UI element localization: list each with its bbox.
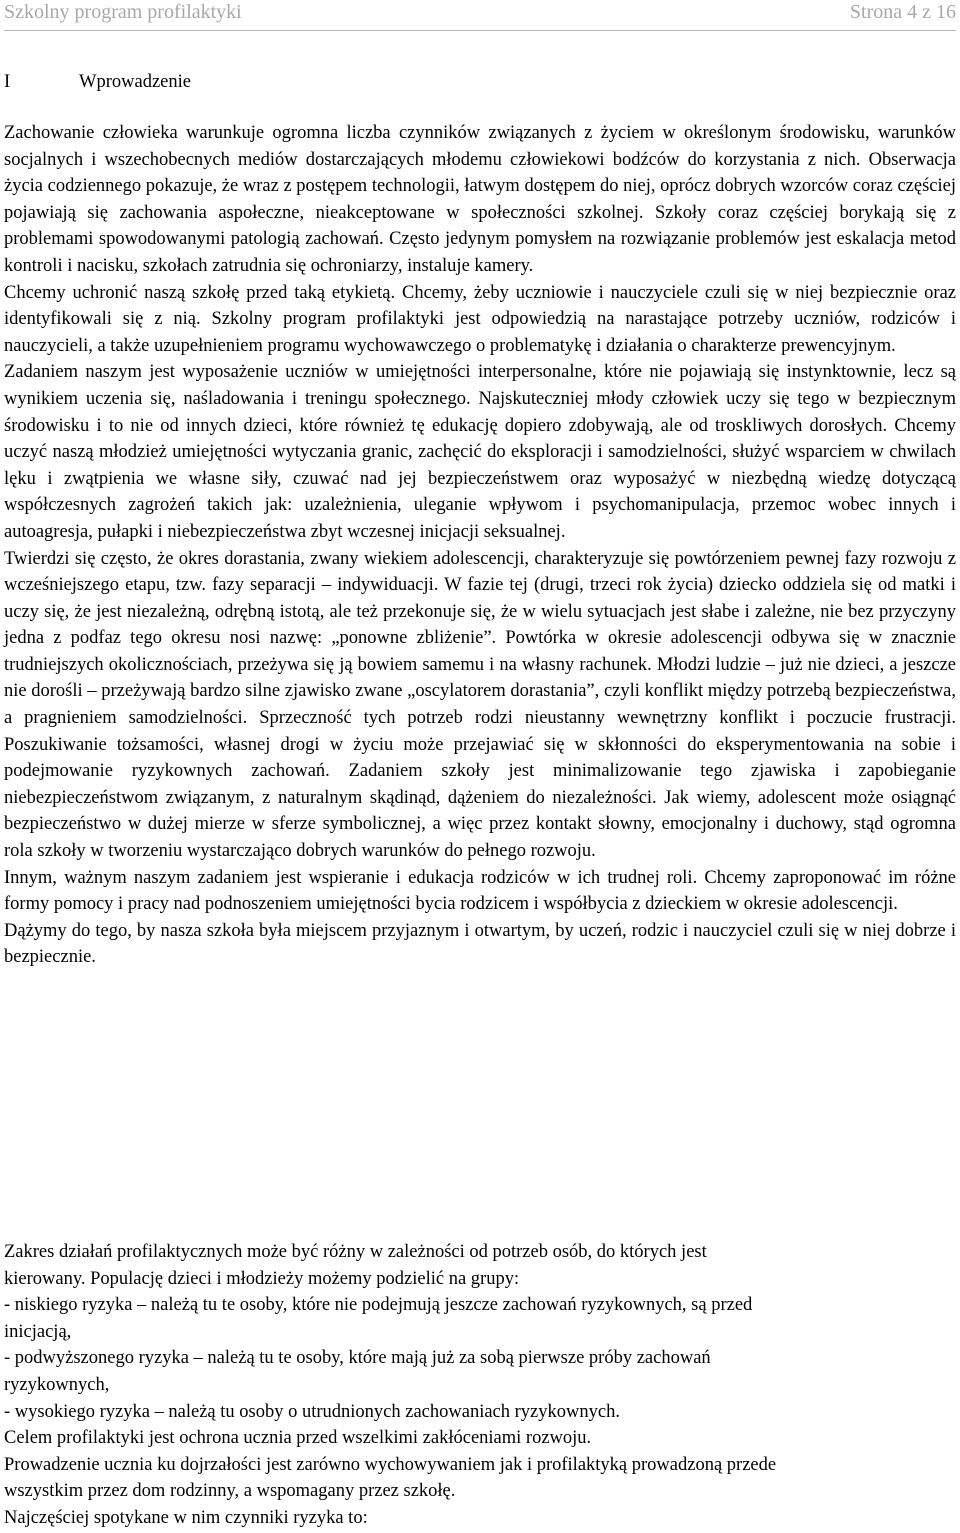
list-item: - wysokiego ryzyka – należą tu osoby o utrudnionych zachowaniach ryzykownych. (4, 1401, 620, 1422)
paragraph: Najczęściej spotykane w nim czynniki ryzyka to: (4, 1507, 368, 1528)
paragraph: Zachowanie człowieka warunkuje ogromna liczba czynników związanych z życiem w określonym środowisku, warunków socjalnych i wszechobecnych mediów dostarczających młodemu człowiekowi bodźców do korzystania z nich. Obserwacja życia codziennego pokazuje, że wraz z postępem technologii, łatwym dostępem do niej, oprócz dobrych wzorców coraz częściej pojawiają się zachowania aspołeczne, nieakceptowane w społeczności szkolnej. Szkoły coraz częściej borykają się z problemami spowodowanymi patologią zachowań. Często jedynym pomysłem na rozwiązanie problemów jest eskalacja metod kontroli i nacisku, szkołach zatrudnia się ochroniarzy, instaluje kamery. (4, 123, 956, 276)
page-number: Strona 4 z 16 (849, 1, 956, 23)
introduction-body (4, 120, 956, 971)
prevention-scope-text (4, 1239, 784, 1532)
paragraph: Chcemy uchronić naszą szkołę przed taką etykietą. Chcemy, żeby uczniowie i nauczyciele czuli się w niej bezpiecznie oraz identyfikowali się z nią. Szkolny program profilaktyki jest odpowiedzią na narastające potrzeby uczniów, rodziców i nauczycieli, a także uzupełnieniem programu wychowawczego o problematykę i działania o charakterze prewencyjnym. (4, 282, 956, 356)
paragraph: Zakres działań profilaktycznych może być różny w zależności od potrzeb osób, do których jest kierowany. Populację dzieci i młodzieży możemy podzielić na grupy: (4, 1242, 707, 1289)
section-heading (4, 69, 191, 95)
paragraph: Celem profilaktyki jest ochrona ucznia przed wszelkimi zakłóceniami rozwoju. (4, 1428, 592, 1449)
paragraph: Twierdzi się często, że okres dorastania, zwany wiekiem adolescencji, charakteryzuje się powtórzeniem pewnej fazy rozwoju z wcześniejszego etapu, tzw. fazy separacji – indywiduacji. W fazie tej (drugi, trzeci rok życia) dziecko oddziela się od matki i uczy się, że jest niezależną, odrębną istotą, ale też przekonuje się, że w wielu sytuacjach jest słabe i zależne, nie bez przyczyny jedna z podfaz tego okresu nosi nazwę: „ponowne zbliżenie”. Powtórka w okresie adolescencji odbywa się w znacznie trudniejszych okolicznościach, przeżywa się ją bowiem samemu i na własny rachunek. Młodzi ludzie – już nie dzieci, a jeszcze nie dorośli – przeżywają bardzo silne zjawisko zwane „oscylatorem dorastania”, czyli konflikt między potrzebą bezpieczeństwa, a pragnieniem samodzielności. Sprzeczność tych potrzeb rodzi nieustanny wewnętrzny konflikt i poczucie frustracji. Poszukiwanie tożsamości, własnej drogi w życiu może przejawiać się w skłonności do eksperymentowania na sobie i podejmowanie ryzykownych zachowań. Zadaniem szkoły jest minimalizowanie tego zjawiska i zapobieganie niebezpieczeństwom związanym, z naturalnym skądinąd, dążeniem do niezależności. Jak wiemy, adolescent może osiągnąć bezpieczeństwo w dużej mierze w sferze symbolicznej, a więc przez kontakt słowny, emocjonalny i duchowy, stąd ogromna rola szkoły w tworzeniu wystarczająco dobrych warunków do pełnego rozwoju. (4, 548, 956, 862)
list-item: - niskiego ryzyka – należą tu te osoby, które nie podejmują jeszcze zachowań ryzykownych, są przed inicjacją, (4, 1295, 753, 1342)
paragraph: Dążymy do tego, by nasza szkoła była miejscem przyjaznym i otwartym, by uczeń, rodzic i nauczyciel czuli się w niej dobrze i bezpiecznie. (4, 920, 956, 968)
list-item: - podwyższonego ryzyka – należą tu te osoby, które mają już za sobą pierwsze próby zachowań ryzykownych, (4, 1348, 711, 1395)
paragraph: Zadaniem naszym jest wyposażenie uczniów w umiejętności interpersonalne, które nie pojawiają się instynktownie, lecz są wynikiem uczenia się, naśladowania i treningu społecznego. Najskuteczniej młody człowiek uczy się tego w bezpiecznym środowisku i to nie od innych dzieci, które również tę edukację dopiero zdobywają, ale od troskliwych dorosłych. Chcemy uczyć naszą młodzież umiejętności wytyczania granic, zachęcić do eksploracji i samodzielności, służyć wsparciem w chwilach lęku i zwątpienia we własne siły, czuwać nad jej bezpieczeństwem oraz wyposażyć w niezbędną wiedzę dotyczącą współczesnych zagrożeń takich jak: uzależnienia, uleganie wpływom i psychomanipulacja, przemoc wobec innych i autoagresja, pułapki i niebezpieczeństwa zbyt wczesnej inicjacji seksualnej. (4, 362, 956, 542)
section-number: I (4, 72, 11, 92)
page-header (4, 0, 956, 31)
paragraph: Prowadzenie ucznia ku dojrzałości jest zarówno wychowywaniem jak i profilaktyką prowadzoną przede wszystkim przez dom rodzinny, a wspomagany przez szkołę. (4, 1454, 777, 1502)
section-title: Wprowadzenie (79, 72, 191, 92)
paragraph: Innym, ważnym naszym zadaniem jest wspieranie i edukacja rodziców w ich trudnej roli. Chcemy zaproponować im różne formy pomocy i pracy nad podnoszeniem umiejętności bycia rodzicem i współbycia z dzieckiem w okresie adolescencji. (4, 867, 956, 915)
document-title: Szkolny program profilaktyki (4, 1, 242, 23)
